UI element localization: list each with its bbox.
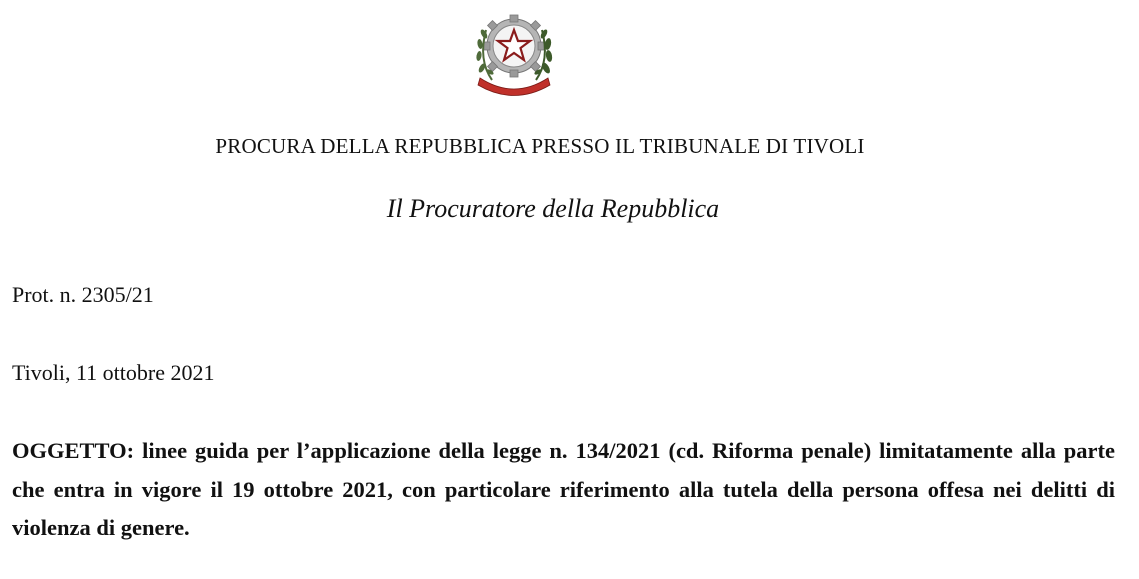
office-heading: PROCURA DELLA REPUBBLICA PRESSO IL TRIBUNALE DI TIVOLI <box>215 134 865 158</box>
place-date: Tivoli, 11 ottobre 2021 <box>12 360 215 385</box>
ribbon <box>478 78 550 96</box>
subject-paragraph <box>12 432 1115 548</box>
subject-text: linee guida per l’applicazione della legge n. 134/2021 (cd. Riforma penale) limitatamente alla parte che entra in vigore il 19 ottobre 2021, con particolare riferimento alla tutela della persona offesa nei delitti di violenza di genere. <box>12 438 1116 540</box>
subject-label: OGGETTO: <box>12 438 135 463</box>
protocol-number: Prot. n. 2305/21 <box>12 282 154 307</box>
republic-emblem <box>470 8 558 96</box>
signatory-title: Il Procuratore della Repubblica <box>386 194 720 223</box>
emblem-graphic <box>470 8 558 96</box>
